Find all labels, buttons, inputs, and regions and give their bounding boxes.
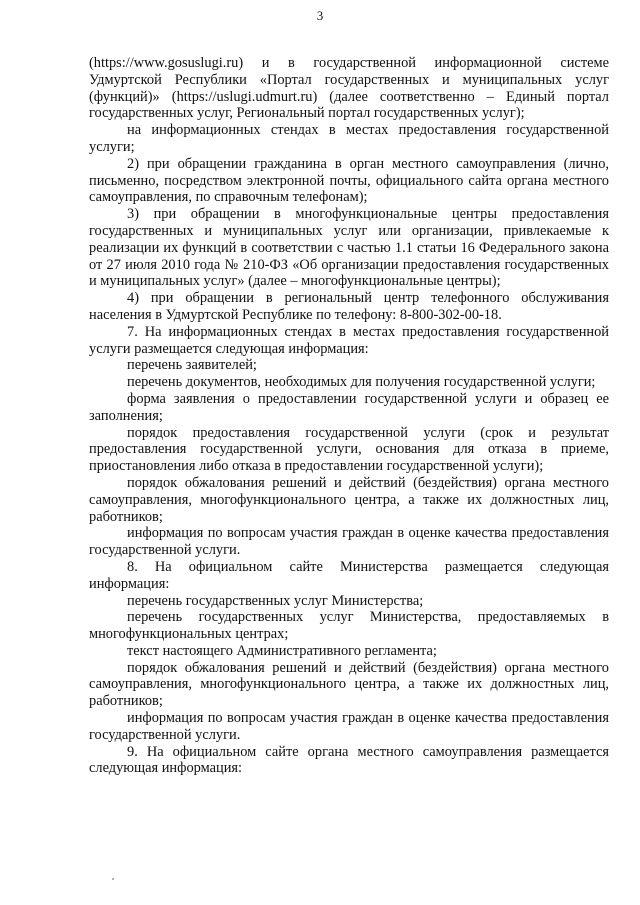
paragraph: информация по вопросам участия граждан в оценке качества предоставления государственной услуги.	[89, 525, 609, 559]
paragraph: 9. На официальном сайте органа местного самоуправления размещается следующая информация:	[89, 743, 609, 777]
paragraph: порядок предоставления государственной услуги (срок и результат предоставления государственной услуги, основания для отказа в приеме, приостановления либо отказа в предоставлении государственной услуги);	[89, 424, 609, 475]
paragraph: перечень заявителей;	[127, 357, 257, 374]
paragraph: перечень государственных услуг Министерства;	[127, 592, 424, 609]
paragraph: 2) при обращении гражданина в орган местного самоуправления (лично, письменно, посредством электронной почты, официального сайта органа местного самоуправления, по справочным телефонам);	[89, 155, 609, 206]
paragraph: 7. На информационных стендах в местах предоставления государственной услуги размещается следующая информация:	[89, 323, 609, 357]
paragraph: информация по вопросам участия граждан в оценке качества предоставления государственной услуги.	[89, 710, 609, 743]
paragraph: перечень документов, необходимых для получения государственной услуги;	[127, 374, 596, 391]
document-body	[89, 55, 609, 777]
paragraph: порядок обжалования решений и действий (бездействия) органа местного самоуправления, многофункционального центра, а также их должностных лиц, работников;	[89, 474, 609, 525]
page-number: 3	[316, 8, 324, 23]
paragraph: (https://www.gosuslugi.ru) и в государственной информационной системе Удмуртской Республики «Портал государственных и муниципальных услуг (функций)» (https://uslugi.udmurt.ru) (далее соответственно – Единый портал государственных услуг, Региональный портал государственных услуг);	[89, 55, 609, 122]
paragraph: 8. На официальном сайте Министерства размещается следующая информация:	[89, 558, 609, 592]
paragraph: форма заявления о предоставлении государственной услуги и образец ее заполнения;	[89, 390, 609, 424]
paragraph: перечень государственных услуг Министерства, предоставляемых в многофункциональных центрах;	[89, 609, 609, 643]
paragraph: на информационных стендах в местах предоставления государственной услуги;	[89, 122, 609, 155]
paragraph: 3) при обращении в многофункциональные центры предоставления государственных и муниципальных услуг или организации, привлекаемые к реализации их функций в соответствии с частью 1.1 статьи 16 Федерального закона от 27 июля 2010 года № 210-ФЗ «Об организации предоставления государственных и муниципальных услуг» (далее – многофункциональные центры);	[89, 206, 609, 290]
scan-speck	[112, 878, 114, 880]
paragraph: текст настоящего Административного регламента;	[127, 642, 437, 659]
paragraph: порядок обжалования решений и действий (бездействия) органа местного самоуправления, многофункционального центра, а также их должностных лиц, работников;	[89, 659, 609, 710]
paragraph: 4) при обращении в региональный центр телефонного обслуживания населения в Удмуртской Республике по телефону: 8-800-302-00-18.	[89, 290, 609, 323]
